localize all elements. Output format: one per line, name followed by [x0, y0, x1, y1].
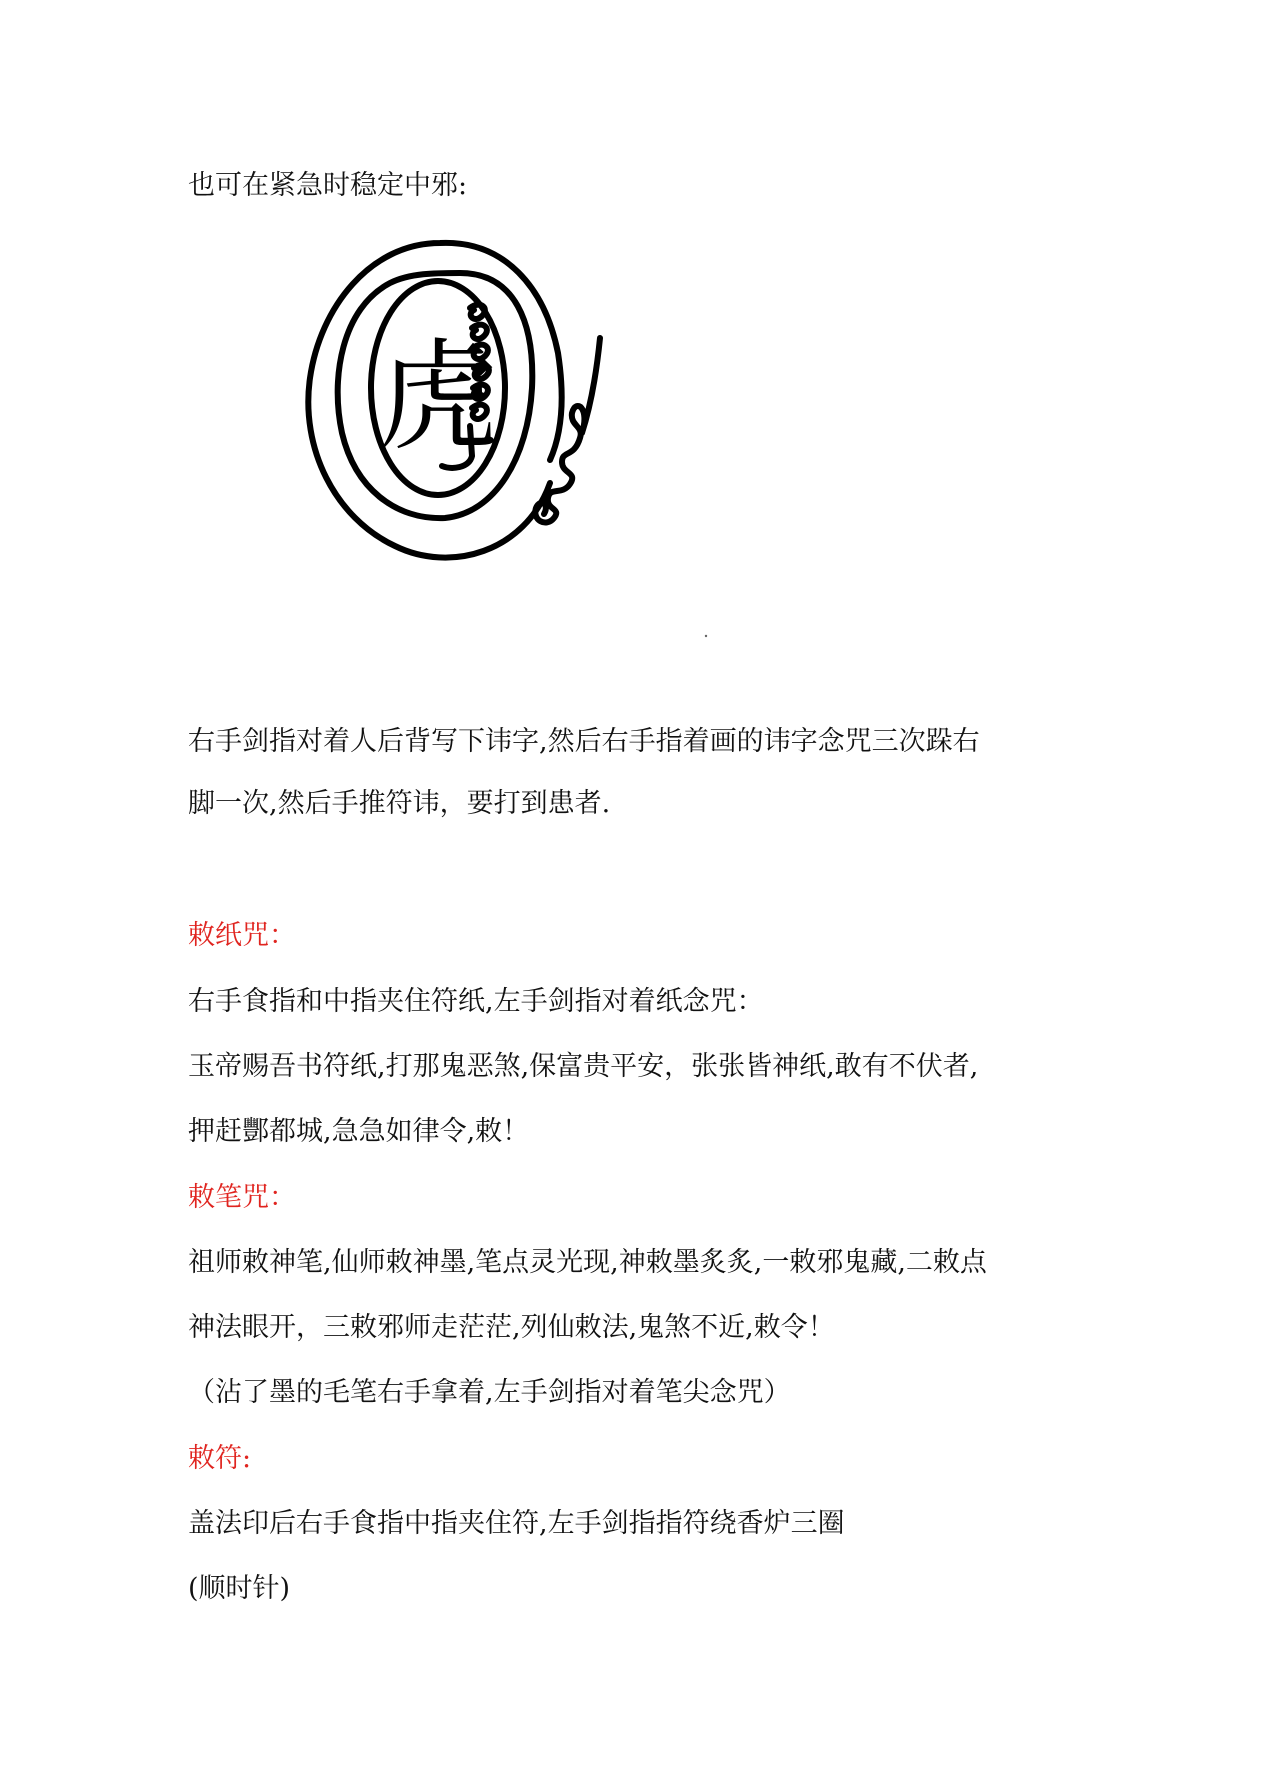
brush-line-2: 神法眼开，三敕邪师走茫茫,列仙敕法,鬼煞不近,敕令！ — [188, 1312, 835, 1343]
paper-line-1: 右手食指和中指夹住符纸,左手剑指对着纸念咒： — [188, 986, 764, 1017]
talisman-line-1: 盖法印后右手食指中指夹住符,左手剑指指符绕香炉三圈 — [188, 1508, 845, 1539]
section-heading-brush: 敕笔咒： — [188, 1182, 296, 1213]
intro-text: 也可在紧急时稳定中邪: — [188, 170, 468, 201]
paper-line-2: 玉帝赐吾书符纸,打那鬼恶煞,保富贵平安，张张皆神纸,敢有不伏者, — [188, 1051, 979, 1082]
instruction-line-1: 右手剑指对着人后背写下讳字,然后右手指着画的讳字念咒三次跺右 — [188, 726, 980, 757]
section-heading-paper: 敕纸咒： — [188, 920, 296, 951]
brush-line-3: （沾了墨的毛笔右手拿着,左手剑指对着笔尖念咒） — [188, 1377, 791, 1408]
section-heading-talisman: 敕符: — [188, 1443, 252, 1474]
brush-line-1: 祖师敕神笔,仙师敕神墨,笔点灵光现,神敕墨炙炙,一敕邪鬼藏,二敕点 — [188, 1247, 987, 1278]
instruction-line-2: 脚一次,然后手推符讳，要打到患者. — [188, 788, 611, 819]
talisman-line-2: (顺时针) — [188, 1573, 291, 1604]
tiger-talisman-drawing — [300, 228, 660, 608]
paper-line-3: 押赶酆都城,急急如律令,敕！ — [188, 1116, 530, 1147]
talisman-character: 虎 — [378, 328, 498, 467]
scan-speck — [700, 630, 720, 650]
